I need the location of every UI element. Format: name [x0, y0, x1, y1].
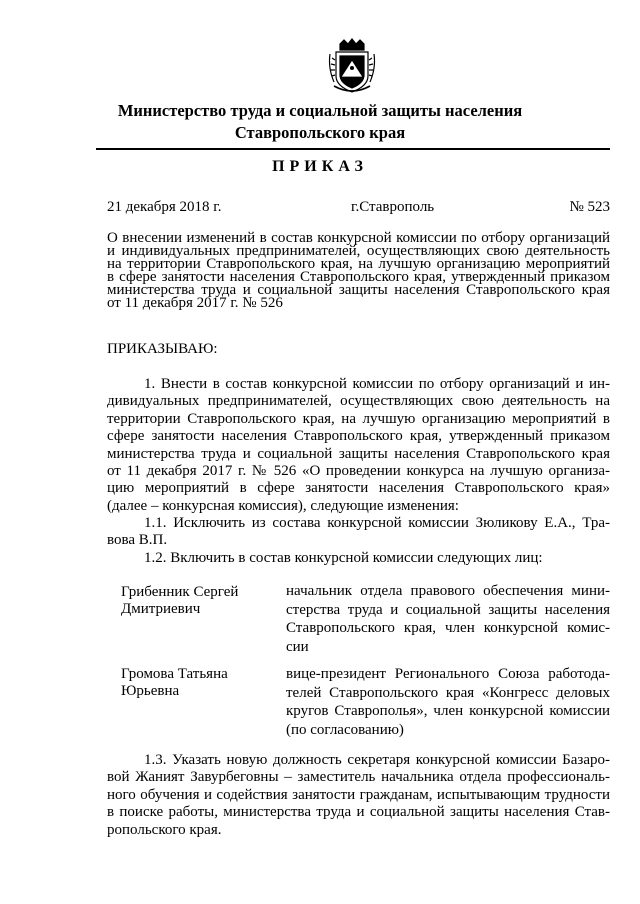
paragraph-line: 1.2. Включить в состав конкурсной комиссии следующих лиц: [144, 550, 543, 566]
paragraph-line: от 11 декабря 2017 г. № 526 «О проведении конкурса на лучшую организа- [107, 463, 610, 480]
paragraph-line: в поиске работы, министерства труда и социальной защиты населения Став- [107, 804, 610, 821]
member-name-line: Дмитриевич [121, 601, 201, 618]
ministry-name-line2: Ставропольского края [234, 123, 406, 142]
member-name [121, 584, 238, 619]
subject-line: и индивидуальных предпринимателей, осуществляющих свою деятельность [107, 243, 610, 259]
member-position-line: вице-президент Регионального Союза работода- [286, 666, 610, 682]
paragraph-line: 1.3. Указать новую должность секретаря конкурсной комиссии Базаро- [144, 752, 610, 768]
ministry-name-line1: Министерство труда и социальной защиты населения [117, 101, 523, 120]
paragraph-line: 1.1. Исключить из состава конкурсной комиссии Зюликову Е.А., Тра- [144, 515, 610, 531]
header-divider [96, 148, 610, 150]
member-position-line: Ставропольского края, член конкурсной комис- [286, 620, 610, 636]
order-date: 21 декабря 2018 г. [107, 199, 222, 215]
member-position-line: сии [286, 638, 309, 655]
decree-word: ПРИКАЗЫВАЮ: [107, 341, 218, 357]
paragraph-line: (далее – конкурсная комиссия), следующие изменения: [107, 497, 459, 514]
member-name-line: Юрьевна [121, 683, 180, 700]
order-number: № 523 [569, 199, 610, 215]
subject-line: от 11 декабря 2017 г. № 526 [107, 295, 283, 311]
member-position-line: стерства труда и социальной защиты населения [286, 601, 610, 618]
paragraph-line: цию мероприятий в сфере занятости населения Ставропольского края» [107, 480, 610, 497]
order-subject [107, 232, 610, 310]
paragraph-line: вой Жаният Завурбеговны – заместитель начальника отдела профессиональ- [107, 769, 610, 786]
member-name-line: Громова Татьяна [121, 666, 228, 682]
subject-line: министерства труда и социальной защиты населения Ставропольского края [107, 282, 610, 298]
subject-line: на территории Ставропольского края, на лучшую организацию мероприятий [107, 256, 610, 272]
member-position [286, 582, 610, 656]
member-name [121, 666, 228, 701]
paragraph-line: ного обучения и содействия занятости гражданам, испытывающим трудности [107, 786, 610, 803]
subject-line: О внесении изменений в состав конкурсной комиссии по отбору организаций [107, 230, 610, 246]
subject-line: в сфере занятости населения Ставропольского края, утвержденный приказом [107, 269, 610, 285]
order-city: г.Ставрополь [351, 199, 435, 215]
document-title: ПРИКАЗ [272, 158, 368, 175]
paragraph-1-3 [107, 752, 610, 839]
paragraph-line: сфере занятости населения Ставропольского края, утвержденный приказом [107, 428, 610, 445]
member-position-line: кругов Ставрополья», член конкурсной комиссии [286, 703, 610, 719]
paragraph-line: территории Ставропольского края, на лучшую организацию мероприятий в [107, 410, 610, 427]
coat-of-arms-icon [326, 38, 378, 94]
paragraph-1-1 [107, 515, 610, 550]
member-position-line: (по согласованию) [286, 721, 404, 738]
member-position [286, 665, 610, 739]
member-name-line: Грибенник Сергей [121, 584, 239, 600]
paragraph-1-2 [107, 550, 610, 567]
member-position-line: начальник отдела правового обеспечения мини- [286, 583, 610, 599]
paragraph-line: ропольского края. [107, 821, 222, 838]
paragraph-line: дивидуальных предпринимателей, осуществляющих свою деятельность на [107, 393, 610, 410]
paragraph-line: министерства труда и социальной защиты населения Ставропольского края [107, 445, 610, 462]
paragraph-line: 1. Внести в состав конкурсной комиссии по отбору организаций и ин- [144, 376, 610, 392]
paragraph-line: вова В.П. [107, 532, 168, 549]
member-position-line: телей Ставропольского края «Конгресс деловых [286, 684, 610, 701]
paragraph-1 [107, 376, 610, 515]
